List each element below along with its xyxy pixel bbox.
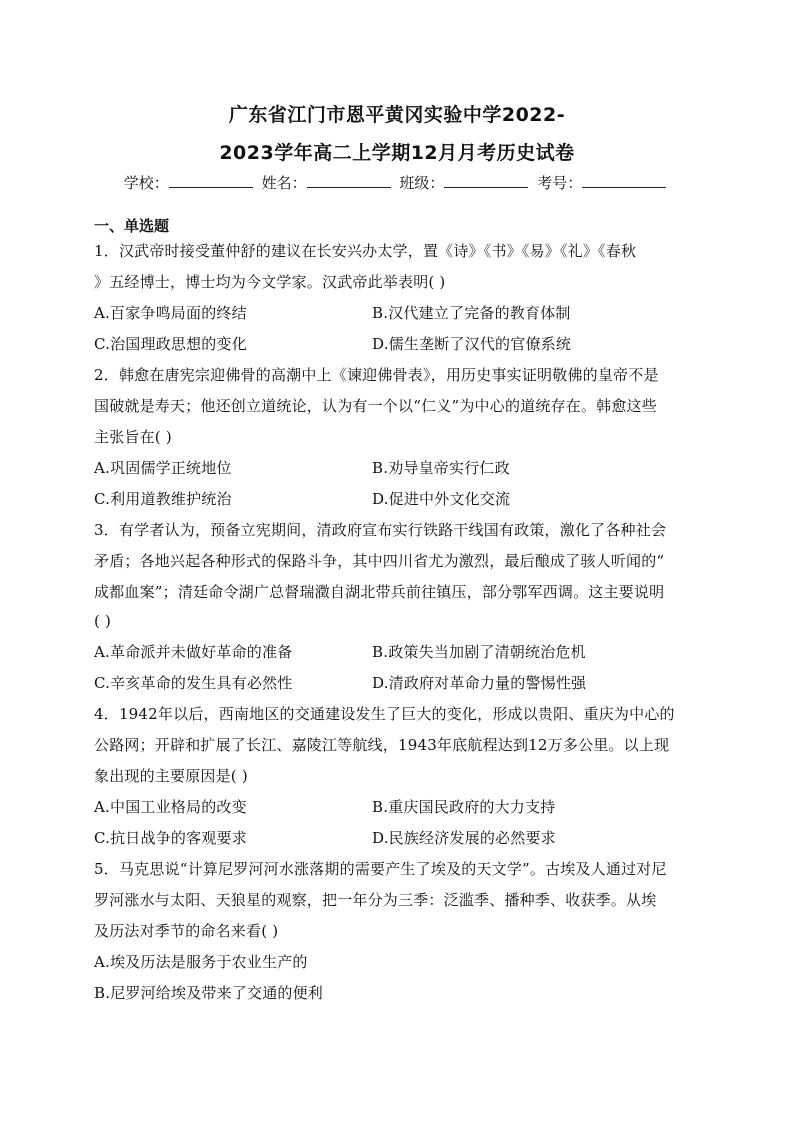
question-1-option-b[interactable]: B.汉代建立了完备的教育体制 (372, 304, 571, 322)
question-2-option-b[interactable]: B.劝导皇帝实行仁政 (372, 459, 510, 477)
question-2-line-2: 国破就是寿天；他还创立道统论，认为有一个以“仁义”为中心的道统存在。韩愈这些 (94, 397, 657, 415)
question-2-line-1: 2．韩愈在唐宪宗迎佛骨的高潮中上《谏迎佛骨表》，用历史事实证明敬佛的皇帝不是 (94, 366, 659, 384)
exam-title-line-1: 广东省江门市恩平黄冈实验中学2022- (228, 104, 566, 126)
question-3-option-a[interactable]: A.革命派并未做好革命的准备 (94, 643, 293, 661)
exam-number-label: 考号： (537, 174, 583, 192)
student-info-row (0, 172, 794, 193)
name-field[interactable] (307, 173, 391, 188)
question-1-line-2: 》五经博士，博士均为今文学家。汉武帝此举表明( ) (94, 273, 446, 291)
question-4-line-3: 象出现的主要原因是( ) (94, 767, 248, 785)
school-label: 学校： (123, 174, 169, 192)
question-4-line-2: 公路网；开辟和扩展了长江、嘉陵江等航线，1943年底航程达到12万多公里。以上现 (94, 736, 670, 754)
question-2-option-d[interactable]: D.促进中外文化交流 (372, 490, 511, 508)
question-3-line-2: 矛盾；各地兴起各种形式的保路斗争，其中四川省尤为激烈，最后酿成了骇人听闻的“ (94, 552, 665, 570)
question-1-option-d[interactable]: D.儒生垄断了汉代的官僚系统 (372, 335, 572, 353)
exam-title-line-2: 2023学年高二上学期12月月考历史试卷 (219, 142, 575, 164)
class-field[interactable] (444, 173, 528, 188)
question-4-option-d[interactable]: D.民族经济发展的必然要求 (372, 829, 556, 847)
class-label: 班级： (399, 174, 445, 192)
question-4-line-1: 4．1942年以后，西南地区的交通建设发生了巨大的变化，形成以贵阳、重庆为中心的 (94, 705, 675, 723)
question-1-option-a[interactable]: A.百家争鸣局面的终结 (94, 304, 247, 322)
question-3-line-3: 成都血案”；清廷命令湖广总督瑞瀓自湖北带兵前往镇压，部分鄂军西调。这主要说明 (94, 583, 665, 601)
question-3-line-4: ( ) (94, 612, 112, 630)
question-2-option-c[interactable]: C.利用道教维护统治 (94, 490, 232, 508)
question-1-line-1: 1．汉武帝时接受董仲舒的建议在长安兴办太学，置《诗》《书》《易》《礼》《春秋 (94, 242, 637, 260)
question-5-line-1: 5．马克思说“计算尼罗河河水涨落期的需要产生了埃及的天文学”。古埃及人通过对尼 (94, 860, 667, 878)
question-5-line-2: 罗河涨水与太阳、天狼星的观察，把一年分为三季：泛滥季、播种季、收获季。从埃 (94, 891, 657, 909)
question-5-option-b[interactable]: B.尼罗河给埃及带来了交通的便利 (94, 984, 323, 1002)
question-3-option-c[interactable]: C.辛亥革命的发生具有必然性 (94, 674, 293, 692)
school-field[interactable] (169, 173, 253, 188)
question-5-option-a[interactable]: A.埃及历法是服务于农业生产的 (94, 953, 308, 971)
question-5-line-3: 及历法对季节的命名来看( ) (94, 922, 279, 940)
question-4-option-a[interactable]: A.中国工业格局的改变 (94, 798, 247, 816)
question-1-option-c[interactable]: C.治国理政思想的变化 (94, 335, 247, 353)
question-3-option-d[interactable]: D.清政府对革命力量的警惕性强 (372, 674, 587, 692)
name-label: 姓名： (261, 174, 307, 192)
question-4-option-c[interactable]: C.抗日战争的客观要求 (94, 829, 247, 847)
exam-number-field[interactable] (582, 173, 666, 188)
question-2-line-3: 主张旨在( ) (94, 428, 172, 446)
question-3-line-1: 3．有学者认为，预备立宪期间，清政府宣布实行铁路干线国有政策，激化了各种社会 (94, 521, 667, 539)
section-title: 一、单选题 (94, 217, 170, 235)
question-2-option-a[interactable]: A.巩固儒学正统地位 (94, 459, 232, 477)
question-3-option-b[interactable]: B.政策失当加剧了清朝统治危机 (372, 643, 586, 661)
question-4-option-b[interactable]: B.重庆国民政府的大力支持 (372, 798, 556, 816)
